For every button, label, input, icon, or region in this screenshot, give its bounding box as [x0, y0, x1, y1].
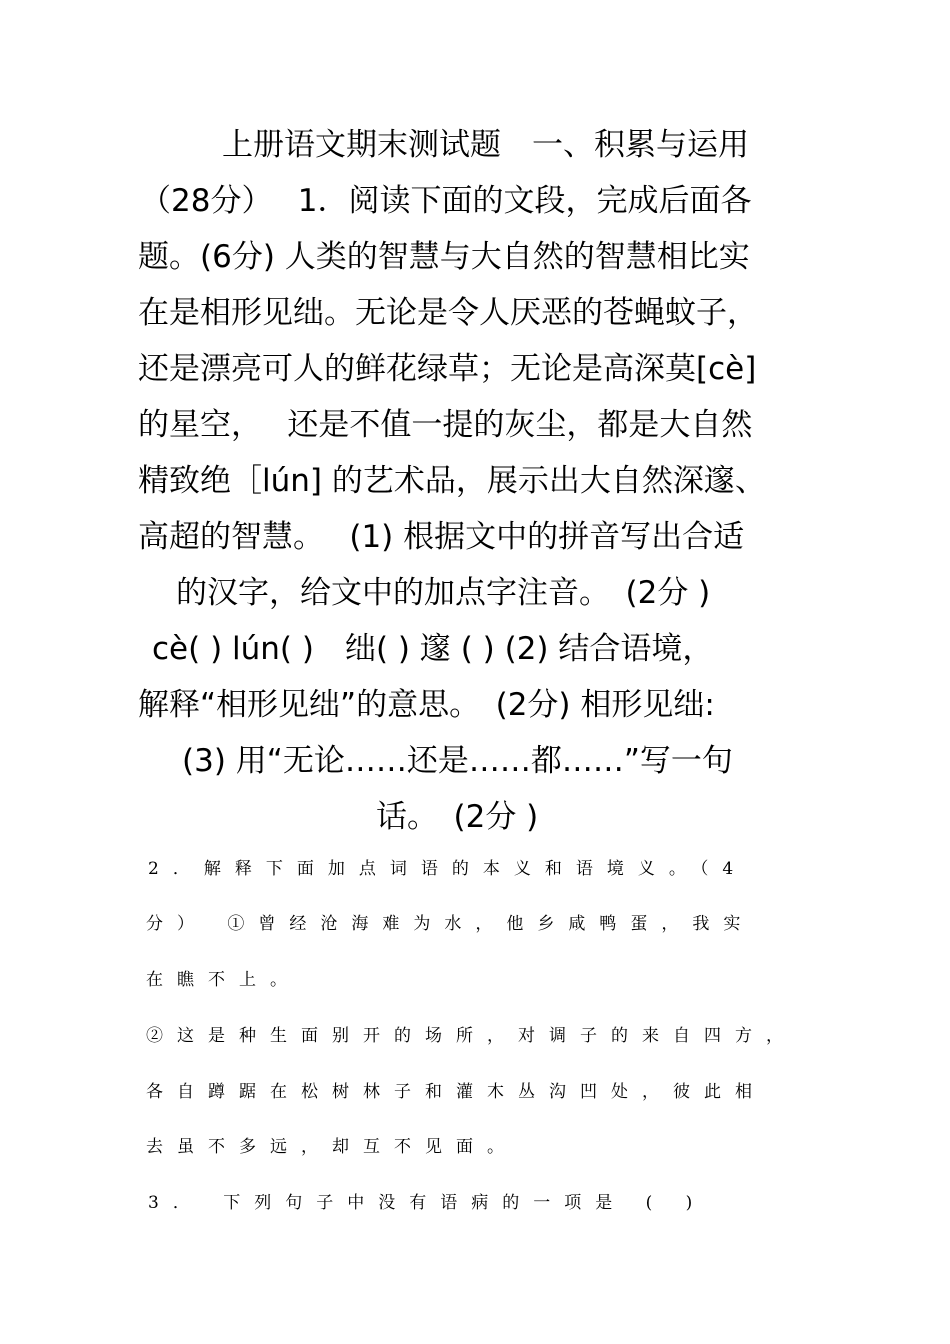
- line-passage-5: 精致绝［lún] 的艺术品，展示出大自然深邃、: [138, 463, 766, 499]
- line-title: 上册语文期末测试题 一、积累与运用: [222, 127, 749, 163]
- line-passage-3: 还是漂亮可人的鲜花绿草；无论是高深莫[cè]: [138, 351, 757, 387]
- line-passage-2: 在是相形见绌。无论是令人厌恶的苍蝇蚊子，: [138, 295, 758, 331]
- line-subquestion-2: 解释“相形见绌”的意思。 (2分) 相形见绌:: [138, 687, 715, 723]
- line-question-1: （28分） 1．阅读下面的文段，完成后面各: [140, 183, 752, 219]
- line-passage-4: 的星空， 还是不值一提的灰尘，都是大自然: [138, 407, 753, 443]
- line-question-2: 2．解释下面加点词语的本义和语境义。（4: [148, 859, 748, 879]
- line-question-2-cont-2: 在瞧不上。: [146, 970, 301, 990]
- line-question-3: 3． 下列句子中没有语病的一项是 ( ): [148, 1193, 707, 1213]
- line-passage-6: 高超的智慧。 (1) 根据文中的拼音写出合适: [138, 519, 745, 555]
- line-pinyin-blanks: cè( ) lún( ) 绌( ) 邃 ( ) (2) 结合语境，: [152, 631, 714, 667]
- line-sentence-2: ②这是种生面别开的场所，对调子的来自四方，: [146, 1026, 797, 1046]
- line-subquestion-1: 的汉字，给文中的加点字注音。 (2分 ): [176, 575, 711, 611]
- line-question-2-cont: 分） ①曾经沧海难为水，他乡咸鸭蛋，我实: [146, 914, 755, 934]
- line-passage-1: 题。(6分) 人类的智慧与大自然的智慧相比实: [138, 239, 750, 275]
- line-sentence-2-cont: 各自蹲踞在松树林子和灌木丛沟凹处，彼此相: [146, 1082, 766, 1102]
- line-subquestion-3: (3) 用“无论……还是……都……”写一句: [182, 743, 733, 779]
- line-subquestion-3-end: 话。 (2分 ): [376, 799, 539, 835]
- line-sentence-2-end: 去虽不多远，却互不见面。: [146, 1137, 518, 1157]
